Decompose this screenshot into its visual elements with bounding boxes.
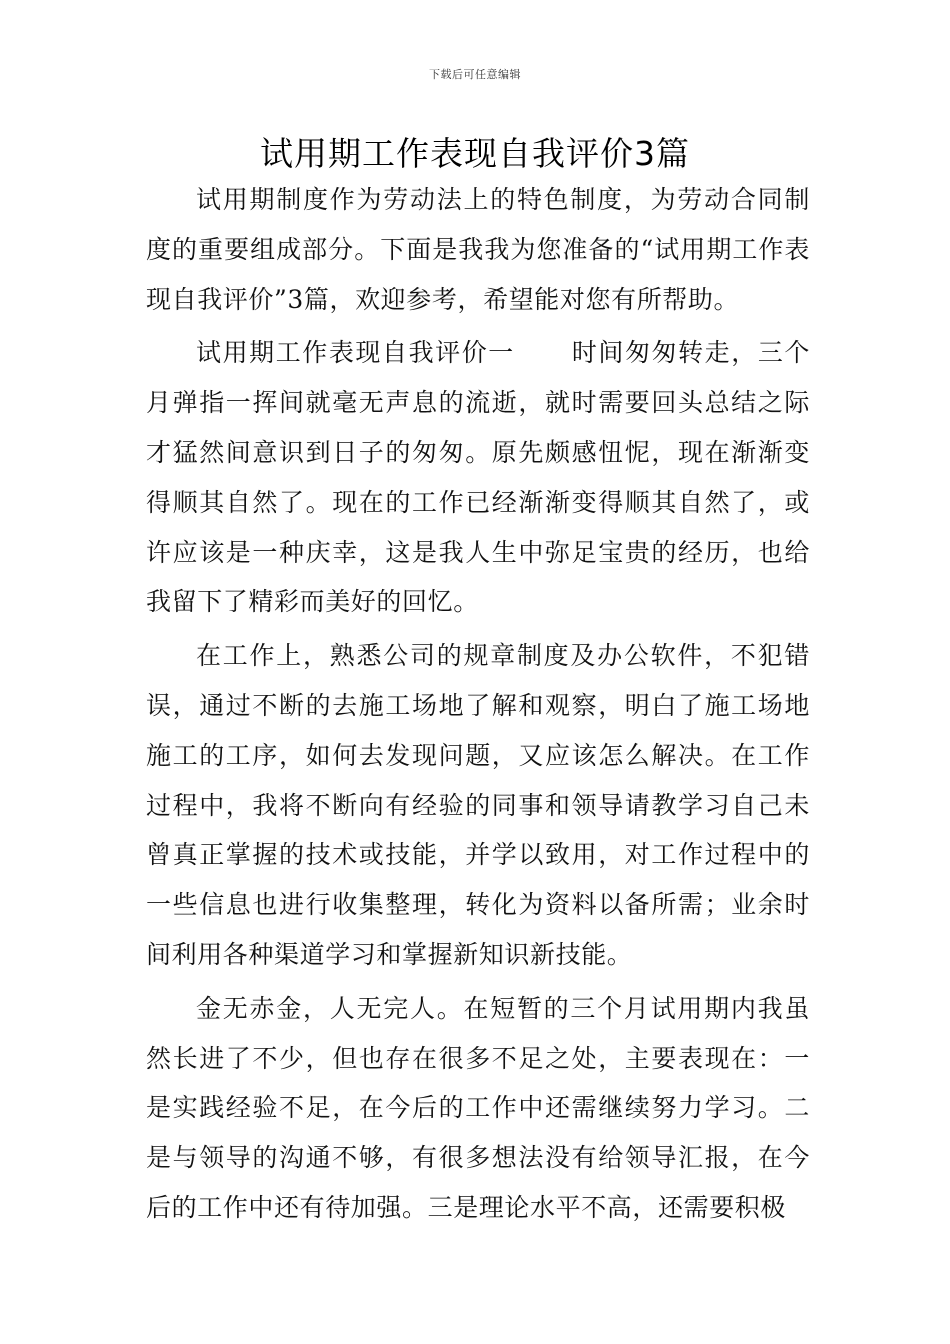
section-one-text: 时间匆匆转走，三个月弹指一挥间就毫无声息的流逝，就时需要回头总结之际才猛然间意识到日子的匆匆。原先颇感忸怩，现在渐渐变得顺其自然了。现在的工作已经渐渐变得顺其自然了，或许应该是一种庆幸，这是我人生中弥足宝贵的经历，也给我留下了精彩而美好的回忆。 xyxy=(146,338,810,617)
paragraph-section-one xyxy=(146,328,810,627)
paragraph-intro: 试用期制度作为劳动法上的特色制度，为劳动合同制度的重要组成部分。下面是我我为您准备的“试用期工作表现自我评价”3篇，欢迎参考，希望能对您有所帮助。 xyxy=(146,185,810,314)
paragraph-work: 在工作上，熟悉公司的规章制度及办公软件，不犯错误，通过不断的去施工场地了解和观察，明白了施工场地施工的工序，如何去发现问题，又应该怎么解决。在工作过程中，我将不断向有经验的同事和领导请教学习自己未曾真正掌握的技术或技能，并学以致用，对工作过程中的一些信息也进行收集整理，转化为资料以备所需；业余时间利用各种渠道学习和掌握新知识新技能。 xyxy=(146,641,810,969)
document-body xyxy=(146,175,810,1237)
document-title: 试用期工作表现自我评价3篇 xyxy=(260,134,690,173)
header-note: 下载后可任意编辑 xyxy=(429,68,521,81)
paragraph-shortcomings: 金无赤金，人无完人。在短暂的三个月试用期内我虽然长进了不少，但也存在很多不足之处，主要表现在：一是实践经验不足，在今后的工作中还需继续努力学习。二是与领导的沟通不够，有很多想法没有给领导汇报，在今后的工作中还有待加强。三是理论水平不高，还需要积极 xyxy=(146,993,810,1222)
section-one-heading: 试用期工作表现自我评价一 xyxy=(196,338,515,368)
